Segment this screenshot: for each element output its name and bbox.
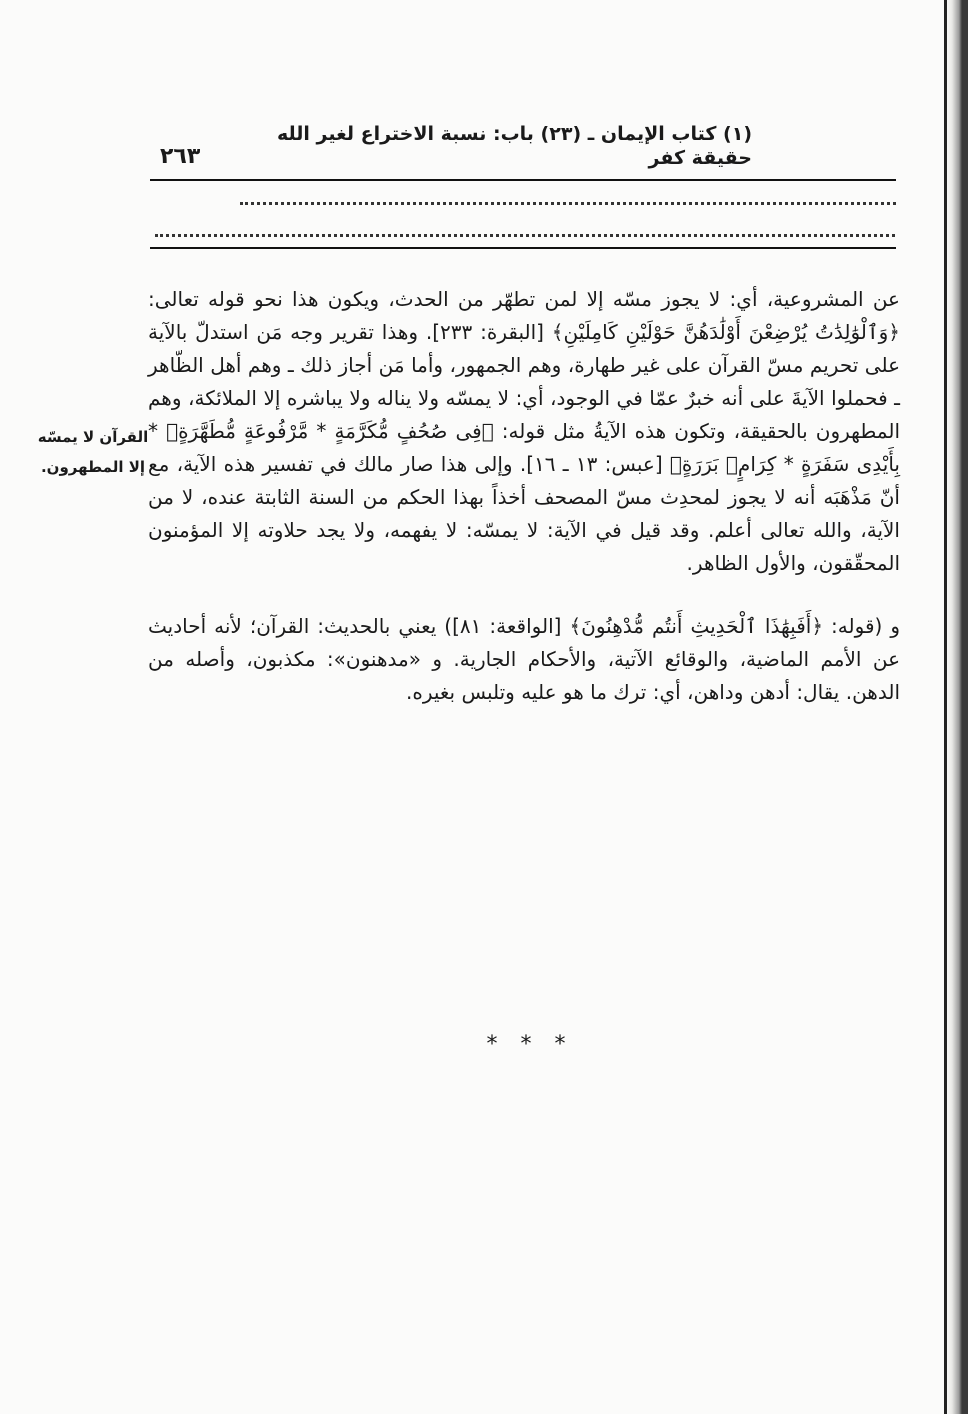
section-rule: [150, 247, 896, 249]
margin-note-line2: إلا المطهرون.: [40, 458, 146, 476]
header-rule: [150, 179, 896, 181]
dotted-separator-2: [155, 234, 895, 248]
page-header: [150, 122, 892, 178]
running-head: [277, 122, 752, 170]
margin-note-line1: القرآن لا يمسّه: [37, 428, 149, 446]
paragraph-2: و (قوله: ﴿أَفَبِهَٰذَا ٱلْحَدِيثِ أَنتُم مُّدْهِنُونَ﴾ [الواقعة: ٨١]) يعني بالحديث: القرآن؛ لأنه أحاديث عن الأمم الماضية، والوقائع الآتية، والأحكام الجارية. و «مدهنون»: مكذبون، وأصله من الدهن. يقال: أدهن وداهن، أي: ترك ما هو عليه وتلبس بغيره.: [148, 614, 900, 704]
running-head-line2: حقيقة كفر: [648, 147, 752, 169]
running-head-line1: (١) كتاب الإيمان ـ (٢٣) باب: نسبة الاختراع لغير الله: [277, 123, 752, 145]
margin-note: [18, 422, 168, 482]
dotted-separator-1: [240, 202, 896, 216]
body-text: [148, 283, 900, 709]
scan-edge-line: [944, 0, 947, 1414]
section-end-ornament: * * *: [486, 1032, 574, 1057]
paragraph-1: عن المشروعية، أي: لا يجوز مسّه إلا لمن تطهّر من الحدث، ويكون هذا نحو قوله تعالى: ﴿وَٱلْوَٰلِدَٰتُ يُرْضِعْنَ أَوْلَٰدَهُنَّ حَوْلَيْنِ كَامِلَيْنِ﴾ [البقرة: ٢٣٣]. وهذا تقرير وجه مَن استدلّ بالآية على تحريم مسّ القرآن على غير طهارة، وهم الجمهور، وأما مَن أجاز ذلك ـ وهم أهل الظّاهر ـ فحملوا الآيةَ على أنه خبرٌ عمّا في الوجود، أي: لا يمسّه ولا يناله ولا يباشره إلا الملائكة، وهم المطهرون بالحقيقة، وتكون هذه الآيةُ مثل قوله: ﴿فِى صُحُفٍ مُّكَرَّمَةٍ * مَّرْفُوعَةٍ مُّطَهَّرَةٍۭ * بِأَيْدِى سَفَرَةٍ * كِرَامٍۭ بَرَرَةٍ﴾ [عبس: ١٣ ـ ١٦]. وإلى هذا صار مالك في تفسير هذه الآية، مع أنّ مَذْهَبَه أنه لا يجوز لمحدِث مسّ المصحف أخذاً بهذا الحكم من السنة الثابتة عنده، لا من الآية، والله تعالى أعلم. وقد قيل في الآية: لا يمسّه: لا يفهمه، ولا يجد حلاوته إلا المؤمنون المحقّقون، والأول الظاهر.: [148, 287, 900, 575]
scan-edge-shadow: [946, 0, 968, 1414]
page-number: ٢٦٣: [160, 144, 201, 169]
